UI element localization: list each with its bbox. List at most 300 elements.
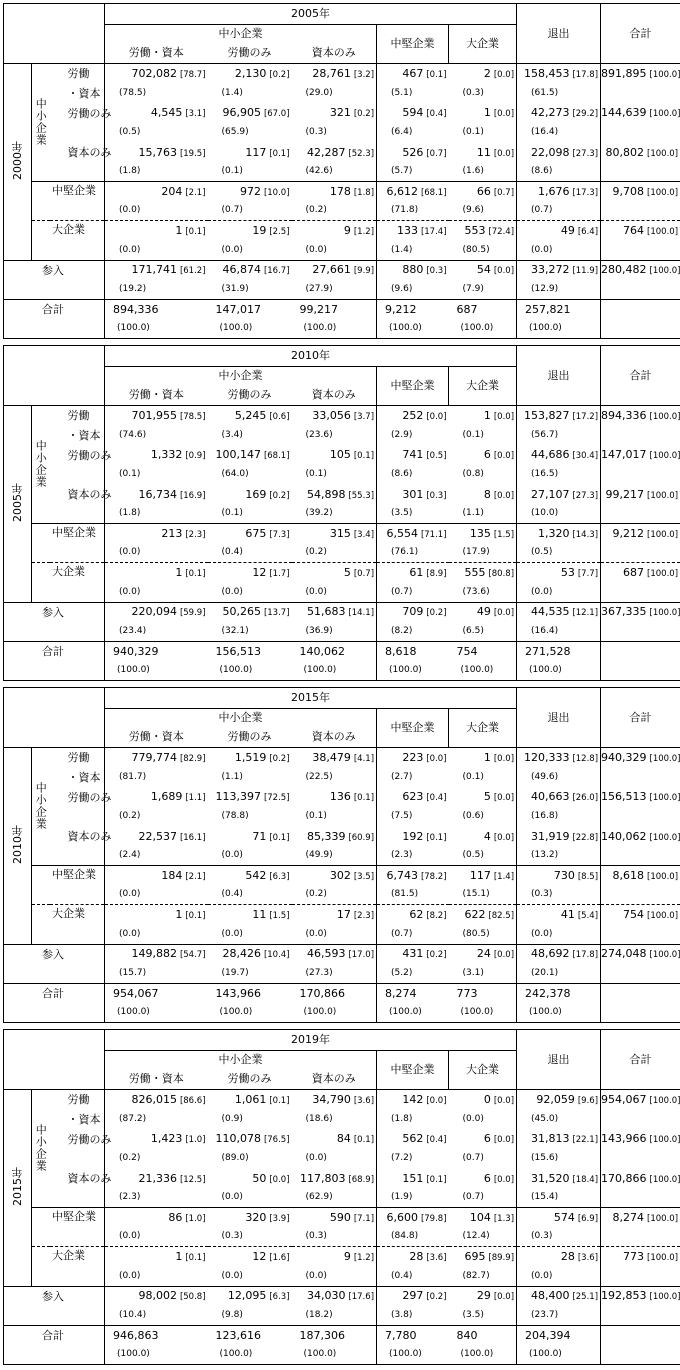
value-cell (105, 260, 208, 280)
value-cell (449, 221, 517, 241)
share-cell (208, 583, 292, 603)
table-row (4, 622, 680, 642)
share-cell (517, 241, 601, 261)
total-row (4, 1003, 680, 1023)
count-value: 0 (483, 1093, 491, 1107)
value-cell (377, 485, 449, 505)
total-value: 7,780 (385, 1328, 417, 1342)
share-cell (517, 807, 601, 827)
share-cell (601, 583, 680, 603)
share-cell (377, 426, 449, 446)
share-cell (517, 964, 601, 984)
count-value: 754 (623, 908, 645, 922)
count-value: 53 (560, 566, 575, 580)
count-value: 709 (402, 605, 424, 619)
count-value: 730 (553, 869, 575, 883)
value-cell (601, 747, 680, 768)
share-cell (105, 162, 208, 182)
count-value: 96,905 (222, 106, 261, 120)
share-cell (517, 925, 601, 945)
value-cell (517, 485, 601, 505)
total-share: (100.0) (460, 1348, 494, 1359)
total-row (4, 319, 680, 339)
value-cell (208, 182, 292, 202)
row-share: [78.7] (179, 70, 206, 81)
row-label: 参入 (42, 263, 64, 277)
value-cell (292, 524, 377, 544)
column-share: (1.4) (391, 244, 413, 255)
value-cell (292, 866, 377, 886)
count-value: 297 (402, 1289, 424, 1303)
share-cell (377, 280, 449, 300)
year-header: 2010年 (291, 349, 331, 363)
count-value: 764 (623, 224, 645, 238)
share-cell (377, 201, 449, 221)
count-value: 28 (409, 1250, 424, 1264)
share-cell (377, 465, 449, 485)
row-share: [0.1] (353, 1135, 375, 1146)
column-share: (2.4) (119, 850, 141, 861)
column-share: (0.0) (119, 244, 141, 255)
value-cell (517, 445, 601, 465)
column-share: (0.5) (119, 127, 141, 138)
row-share: [0.0] (493, 412, 515, 423)
value-cell (208, 405, 292, 426)
count-value: 71 (252, 829, 267, 843)
row-share: [2.5] (269, 227, 290, 238)
count-value: 149,882 (131, 947, 177, 961)
table-row (4, 1089, 680, 1110)
count-value: 894,336 (601, 409, 647, 423)
row-share: [2.1] (185, 188, 206, 199)
share-cell (449, 885, 517, 905)
row-share: [0.6] (269, 412, 290, 423)
row-share: [55.3] (348, 490, 375, 501)
count-value: 12 (252, 1250, 267, 1264)
midsize-header: 中堅企業 (390, 1063, 435, 1077)
value-cell (105, 602, 208, 622)
row-share: [17.6] (348, 1292, 375, 1303)
value-cell (105, 524, 208, 544)
column-share: (16.5) (531, 469, 559, 480)
value-cell (105, 944, 208, 964)
row-share: [16.7] (263, 266, 290, 277)
column-share: (0.3) (531, 889, 553, 900)
value-cell (377, 827, 449, 847)
value-cell (377, 563, 449, 583)
count-value: 42,273 (530, 106, 570, 120)
share-cell (105, 123, 208, 143)
midsize-header: 中堅企業 (390, 379, 435, 393)
row-share: [5.4] (577, 911, 599, 922)
share-cell (292, 201, 377, 221)
count-value: 117,803 (299, 1171, 346, 1185)
count-value: 178 (329, 185, 351, 199)
column-share: (56.7) (531, 430, 559, 441)
total-value: 242,378 (525, 986, 571, 1000)
column-share: (0.7) (531, 205, 553, 216)
count-value: 171,741 (131, 263, 177, 277)
count-value: 22,537 (138, 829, 177, 843)
row-label: 労働 (67, 751, 90, 765)
value-cell (449, 1089, 517, 1110)
sme-header: 中小企業 (218, 369, 263, 383)
row-share: [68.1] (420, 188, 447, 199)
table-row (4, 768, 680, 788)
row-share: [0.0] (493, 148, 515, 159)
row-share: [13.7] (263, 608, 290, 619)
column-share: (0.0) (221, 928, 243, 939)
period-table-1 (3, 345, 680, 681)
column-share: (78.5) (119, 88, 147, 99)
count-value: 66 (476, 185, 491, 199)
row-share: [8.5] (577, 872, 599, 883)
total-share: (100.0) (303, 1006, 337, 1017)
share-cell (517, 162, 601, 182)
count-value: 6,612 (386, 185, 418, 199)
share-cell (292, 465, 377, 485)
share-cell (292, 622, 377, 642)
row-share: [1.0] (185, 1135, 206, 1146)
row-share: [27.3] (572, 148, 599, 159)
table-row (4, 465, 680, 485)
column-share: (0.0) (462, 1114, 484, 1125)
count-value: 590 (329, 1211, 351, 1225)
row-share: [0.0] (493, 950, 515, 961)
value-cell (449, 944, 517, 964)
count-value: 741 (402, 448, 424, 462)
count-value: 31,919 (530, 829, 570, 843)
column-share: (7.5) (391, 811, 413, 822)
value-cell (105, 1247, 208, 1267)
row-share: [0.4] (426, 1135, 447, 1146)
row-share: [3.5] (353, 872, 375, 883)
sme-header: 中小企業 (218, 27, 263, 41)
row-share: [16.9] (179, 490, 206, 501)
value-cell (517, 1169, 601, 1189)
count-value: 553 (464, 224, 486, 238)
row-share: [0.1] (185, 1253, 206, 1264)
value-cell (208, 103, 292, 123)
column-share: (31.9) (221, 283, 249, 294)
share-cell (377, 925, 449, 945)
value-cell (517, 827, 601, 847)
count-value: 15,763 (138, 145, 177, 159)
value-cell (377, 524, 449, 544)
row-share: [68.1] (263, 451, 290, 462)
row-share: [9.6] (577, 1096, 599, 1107)
share-cell (105, 504, 208, 524)
value-cell (377, 602, 449, 622)
value-cell (208, 1169, 292, 1189)
value-cell (517, 1247, 601, 1267)
share-cell (292, 1149, 377, 1169)
column-share: (1.8) (119, 166, 141, 177)
column-share: (9.6) (391, 283, 413, 294)
column-share: (0.0) (119, 205, 141, 216)
value-cell (105, 827, 208, 847)
row-share: [0.1] (269, 148, 290, 159)
column-share: (0.0) (119, 547, 141, 558)
share-cell (105, 201, 208, 221)
sme-row-label: 中小企業 (34, 1123, 48, 1172)
value-cell (517, 944, 601, 964)
value-cell (517, 182, 601, 202)
column-share: (18.6) (305, 1114, 333, 1125)
share-cell (292, 280, 377, 300)
row-label: 中堅企業 (52, 868, 96, 882)
exit-header: 退出 (547, 368, 570, 382)
column-share: (0.4) (221, 889, 243, 900)
table-row (4, 964, 680, 984)
count-value: 280,482 (601, 263, 647, 277)
table-row (4, 63, 680, 84)
column-share: (0.1) (462, 430, 484, 441)
count-value: 320 (245, 1211, 267, 1225)
exit-header: 退出 (547, 1052, 570, 1066)
share-cell (377, 583, 449, 603)
value-cell (601, 524, 680, 544)
share-cell (105, 925, 208, 945)
value-cell (292, 1129, 377, 1149)
table-row (4, 885, 680, 905)
row-share: [100.0] (649, 1096, 680, 1107)
share-cell (449, 1110, 517, 1130)
count-value: 891,895 (601, 67, 647, 81)
table-row (4, 1110, 680, 1130)
value-cell (449, 905, 517, 925)
column-share: (32.1) (221, 625, 249, 636)
value-cell (601, 485, 680, 505)
share-cell (292, 885, 377, 905)
value-cell (208, 260, 292, 280)
value-cell (377, 1208, 449, 1228)
share-cell (517, 622, 601, 642)
share-cell (517, 1110, 601, 1130)
total-header: 合計 (629, 710, 652, 724)
total-row (4, 1345, 680, 1365)
count-value: 120,333 (523, 751, 570, 765)
row-label: 資本のみ (67, 1171, 112, 1185)
row-share: [0.2] (269, 70, 290, 81)
share-cell (601, 846, 680, 866)
total-share: (100.0) (219, 1348, 253, 1359)
share-cell (601, 1149, 680, 1169)
share-cell (517, 280, 601, 300)
share-cell (105, 1149, 208, 1169)
count-value: 17 (336, 908, 351, 922)
table-row (4, 201, 680, 221)
column-share: (1.8) (391, 1114, 413, 1125)
value-cell (517, 1129, 601, 1149)
column-share: (15.4) (531, 1192, 559, 1203)
count-value: 220,094 (131, 605, 177, 619)
row-share: [0.1] (185, 569, 206, 580)
total-value: 170,866 (299, 986, 346, 1000)
column-share: (2.9) (391, 430, 413, 441)
total-share: (100.0) (460, 664, 494, 675)
count-value: 105 (329, 448, 351, 462)
count-value: 9 (343, 224, 351, 238)
count-value: 301 (402, 487, 424, 501)
count-value: 252 (402, 409, 424, 423)
table-row (4, 543, 680, 563)
table-row (4, 182, 680, 202)
empty-cell (601, 641, 680, 680)
year-header: 2005年 (291, 7, 331, 21)
share-cell (105, 1188, 208, 1208)
period-table-0 (3, 3, 680, 339)
share-cell (377, 241, 449, 261)
column-share: (74.6) (119, 430, 147, 441)
value-cell (292, 103, 377, 123)
row-share: [17.2] (572, 412, 599, 423)
column-share: (49.9) (305, 850, 333, 861)
transition-matrix (3, 687, 680, 1023)
from-year-label: 2015年 (11, 1167, 24, 1207)
count-value: 80,802 (605, 145, 645, 159)
row-label: 合計 (42, 644, 64, 658)
value-cell (449, 787, 517, 807)
column-share: (0.9) (221, 1114, 243, 1125)
row-share: [0.0] (493, 793, 515, 804)
share-cell (105, 426, 208, 446)
count-value: 34,790 (312, 1093, 351, 1107)
row-share: [6.3] (269, 1292, 290, 1303)
column-share: (20.1) (531, 967, 559, 978)
value-cell (292, 1208, 377, 1228)
row-share: [2.3] (185, 530, 206, 541)
table-row (4, 524, 680, 544)
value-cell (517, 1286, 601, 1306)
share-cell (601, 885, 680, 905)
count-value: 38,479 (312, 751, 351, 765)
value-cell (292, 143, 377, 163)
row-share: [100.0] (649, 451, 680, 462)
row-share: [80.8] (488, 569, 515, 580)
row-share: [0.3] (426, 266, 447, 277)
row-share: [0.2] (269, 490, 290, 501)
total-share: (100.0) (303, 664, 337, 675)
row-share: [1.5] (269, 911, 290, 922)
count-value: 4 (483, 829, 491, 843)
count-value: 49 (476, 605, 491, 619)
value-cell (292, 602, 377, 622)
row-share: [3.7] (353, 412, 375, 423)
share-cell (208, 1149, 292, 1169)
column-share: (0.0) (221, 850, 243, 861)
value-cell (517, 405, 601, 426)
table-row (4, 504, 680, 524)
share-cell (601, 964, 680, 984)
row-label: 資本のみ (67, 829, 112, 843)
column-share: (19.2) (119, 283, 147, 294)
count-value: 213 (161, 527, 183, 541)
column-share: (2.3) (119, 1192, 141, 1203)
capital-only-header: 資本のみ (311, 1072, 356, 1086)
value-cell (208, 905, 292, 925)
value-cell (377, 182, 449, 202)
column-share: (2.7) (391, 772, 413, 783)
row-label: 中堅企業 (52, 1210, 96, 1224)
share-cell (292, 1110, 377, 1130)
count-value: 27,107 (530, 487, 570, 501)
row-label: 中堅企業 (52, 526, 96, 540)
share-cell (208, 504, 292, 524)
row-share: [18.4] (572, 1174, 599, 1185)
share-cell (517, 504, 601, 524)
count-value: 954,067 (601, 1093, 647, 1107)
row-share: [17.4] (420, 227, 447, 238)
row-share: [8.2] (426, 911, 447, 922)
share-cell (449, 925, 517, 945)
table-row (4, 905, 680, 925)
count-value: 33,272 (530, 263, 570, 277)
row-label: 労働のみ (67, 106, 112, 120)
from-year-label: 2010年 (11, 825, 24, 865)
share-cell (208, 241, 292, 261)
share-cell (208, 1188, 292, 1208)
share-cell (449, 543, 517, 563)
column-share: (0.1) (462, 127, 484, 138)
capital-only-header: 資本のみ (311, 388, 356, 402)
column-share: (18.2) (305, 1309, 333, 1320)
row-share: [0.0] (493, 109, 515, 120)
count-value: 623 (402, 790, 424, 804)
total-share: (100.0) (529, 664, 562, 675)
row-share: [61.2] (179, 266, 206, 277)
row-share: [7.3] (269, 530, 290, 541)
sme-header: 中小企業 (218, 711, 263, 725)
count-value: 1 (483, 106, 491, 120)
column-share: (12.4) (462, 1231, 490, 1242)
total-value: 9,212 (385, 302, 417, 316)
share-cell (377, 1267, 449, 1287)
total-value: 894,336 (113, 302, 159, 316)
count-value: 542 (245, 869, 267, 883)
row-share: [0.0] (493, 754, 515, 765)
table-row (4, 1188, 680, 1208)
column-share: (62.9) (305, 1192, 333, 1203)
count-value: 431 (402, 947, 424, 961)
count-value: 147,017 (601, 448, 647, 462)
column-share: (0.0) (221, 1270, 243, 1281)
value-cell (377, 944, 449, 964)
count-value: 110,078 (215, 1132, 261, 1146)
count-value: 28,761 (312, 67, 351, 81)
share-cell (292, 1306, 377, 1326)
value-cell (377, 905, 449, 925)
share-cell (105, 885, 208, 905)
share-cell (377, 504, 449, 524)
row-share: [100.0] (647, 872, 679, 883)
value-cell (601, 445, 680, 465)
value-cell (449, 524, 517, 544)
share-cell (105, 84, 208, 104)
share-cell (377, 1110, 449, 1130)
count-value: 321 (329, 106, 351, 120)
value-cell (517, 905, 601, 925)
total-row (4, 983, 680, 1003)
value-cell (601, 63, 680, 84)
count-value: 12 (252, 566, 267, 580)
value-cell (292, 944, 377, 964)
row-label: 労働のみ (67, 790, 112, 804)
value-cell (208, 787, 292, 807)
column-share: (0.1) (305, 469, 327, 480)
count-value: 48,692 (530, 947, 570, 961)
share-cell (517, 1306, 601, 1326)
